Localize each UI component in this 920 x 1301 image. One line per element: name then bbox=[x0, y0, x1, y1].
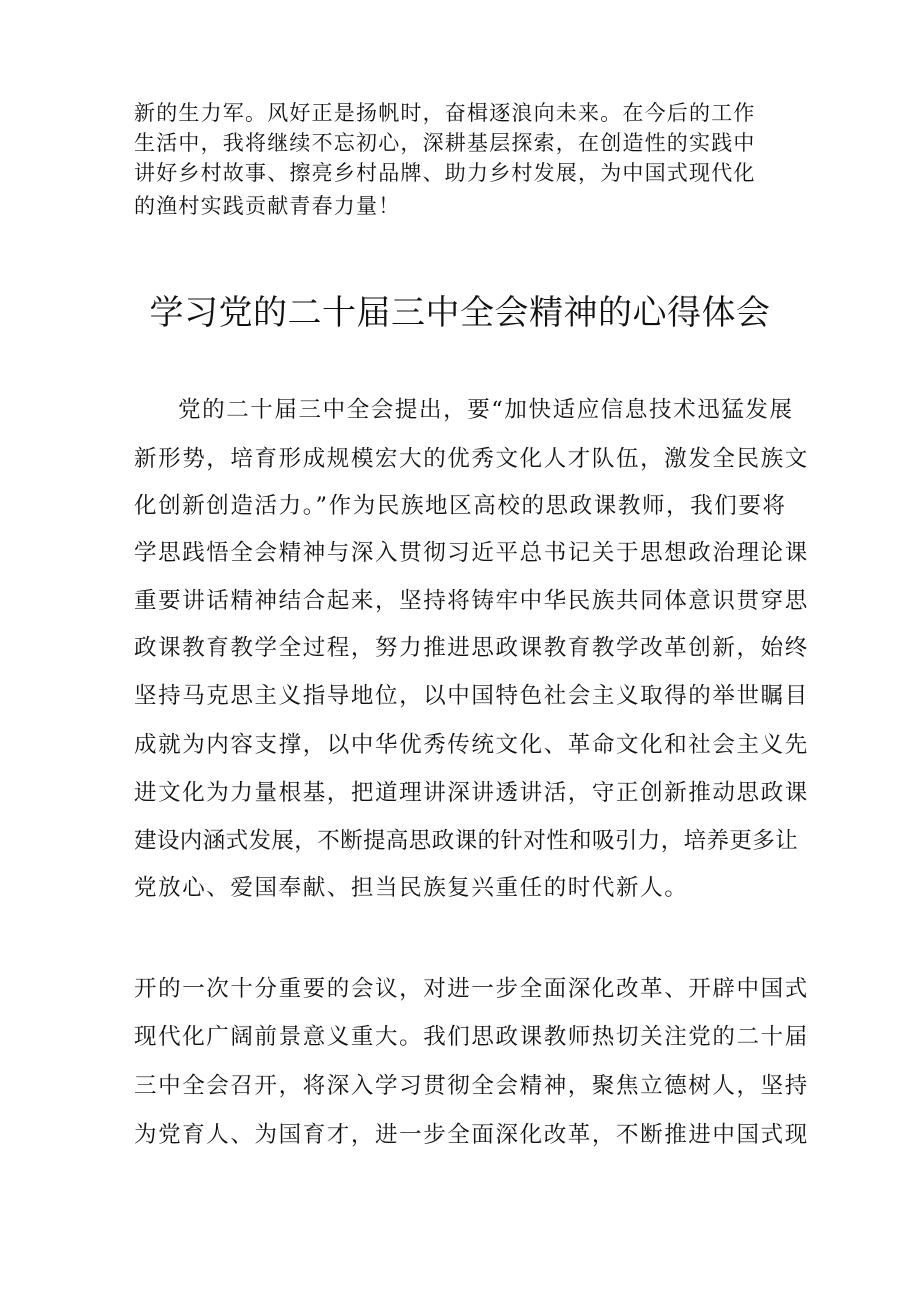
text-line: 三中全会召开，将深入学习贯彻全会精神，聚焦立德树人，坚持 bbox=[134, 1073, 809, 1099]
document-title: 学习党的二十届三中全会精神的心得体会 bbox=[149, 293, 771, 333]
text-line: 生活中，我将继续不忘初心，深耕基层探索，在创造性的实践中 bbox=[134, 131, 756, 155]
text-line: 的渔村实践贡献青春力量！ bbox=[134, 194, 401, 218]
text-line: 成就为内容支撑，以中华优秀传统文化、革命文化和社会主义先 bbox=[134, 732, 809, 758]
text-line: 为党育人、为国育才，进一步全面深化改革，不断推进中国式现 bbox=[134, 1122, 809, 1148]
text-line: 新形势，培育形成规模宏大的优秀文化人才队伍，激发全民族文 bbox=[134, 446, 809, 472]
text-line: 讲好乡村故事、擦亮乡村品牌、助力乡村发展，为中国式现代化 bbox=[134, 161, 756, 185]
text-line: 学思践悟全会精神与深入贯彻习近平总书记关于思想政治理论课 bbox=[134, 540, 809, 566]
text-line: 重要讲话精神结合起来，坚持将铸牢中华民族共同体意识贯穿思 bbox=[134, 588, 809, 614]
text-line: 进文化为力量根基，把道理讲深讲透讲活，守正创新推动思政课 bbox=[134, 780, 809, 806]
text-line: 开的一次十分重要的会议，对进一步全面深化改革、开辟中国式 bbox=[134, 976, 809, 1002]
text-line: 现代化广阔前景意义重大。我们思政课教师热切关注党的二十届 bbox=[134, 1024, 809, 1050]
text-line: 新的生力军。风好正是扬帆时，奋楫逐浪向未来。在今后的工作 bbox=[134, 101, 756, 125]
text-line: 建设内涵式发展，不断提高思政课的针对性和吸引力，培养更多让 bbox=[134, 828, 799, 854]
text-line: 坚持马克思主义指导地位，以中国特色社会主义取得的举世瞩目 bbox=[134, 683, 809, 709]
text-line: 政课教育教学全过程，努力推进思政课教育教学改革创新，始终 bbox=[134, 635, 809, 661]
text-line: 化创新创造活力。”作为民族地区高校的思政课教师，我们要将 bbox=[134, 493, 787, 519]
text-line: 党的二十届三中全会提出，要“加快适应信息技术迅猛发展 bbox=[178, 397, 794, 423]
text-line: 党放心、爱国奉献、担当民族复兴重任的时代新人。 bbox=[134, 875, 689, 901]
